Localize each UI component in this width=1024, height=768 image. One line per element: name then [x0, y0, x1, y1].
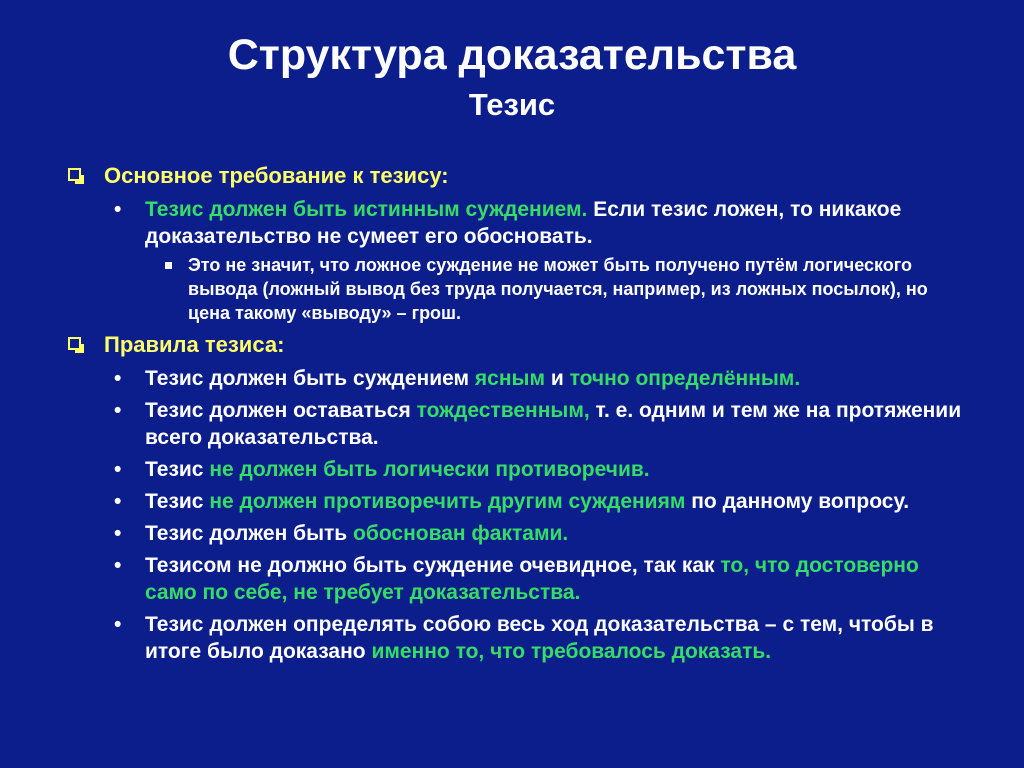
bullet-icon: •	[114, 399, 122, 422]
list-item	[68, 552, 968, 606]
section-heading-rules	[68, 331, 968, 359]
sub-list	[145, 253, 968, 325]
list-item	[68, 456, 968, 483]
item-text: по данному вопросу.	[685, 490, 910, 513]
section-heading-text: Правила тезиса:	[104, 332, 285, 357]
item-text: Тезис должен быть	[145, 522, 354, 545]
list-item	[68, 488, 968, 515]
item-text-green: не должен быть логически противоречив.	[209, 458, 650, 481]
item-text: Если тезис ложен, то никакое доказательство не сумеет его обосновать.	[145, 198, 902, 248]
item-text-green: именно то, что требовалось доказать.	[371, 640, 772, 663]
item-text-green: тождественным,	[416, 399, 590, 422]
list-item	[68, 365, 968, 392]
item-text-green: то, что достоверно само по себе, не требует доказательства.	[145, 554, 919, 604]
item-text: и	[545, 367, 570, 390]
item-text-green: ясным	[474, 367, 546, 390]
title-block	[0, 30, 1024, 127]
item-text-green: точно определённым.	[569, 367, 801, 390]
bullet-icon: •	[114, 613, 122, 636]
item-text: Тезисом не должно быть суждение очевидное, так как	[145, 554, 721, 577]
checkbox-bullet-icon	[68, 168, 81, 181]
item-text: Тезис должен быть суждением	[145, 367, 475, 390]
item-text: т. е. одним и тем же на протяжении всего доказательства.	[145, 399, 962, 449]
list-item	[68, 611, 968, 665]
bullet-icon: •	[114, 490, 122, 513]
list-item	[68, 397, 968, 451]
item-text: Тезис должен определять собою весь ход доказательства – с тем, чтобы в итоге было доказано	[145, 613, 934, 663]
slide-subtitle: Тезис	[468, 87, 556, 122]
section-heading-text: Основное требование к тезису:	[104, 163, 449, 188]
square-bullet-icon	[165, 262, 172, 269]
slide-content	[68, 162, 968, 671]
main-requirement-list	[68, 196, 968, 325]
bullet-icon: •	[114, 458, 122, 481]
sub-list-item	[145, 253, 968, 325]
list-item	[68, 196, 968, 325]
list-item	[68, 520, 968, 547]
item-text-green: обоснован фактами.	[353, 522, 569, 545]
sub-item-text: Это не значит, что ложное суждение не может быть получено путём логического вывода (ложный вывод без труда получается, например, из ложных посылок), но цена такому «выводу» – грош.	[188, 255, 928, 323]
item-text: Тезис	[145, 490, 210, 513]
item-text: Тезис должен оставаться	[145, 399, 417, 422]
rules-list	[68, 365, 968, 665]
slide-title: Структура доказательства	[227, 31, 797, 79]
section-heading-main-requirement	[68, 162, 968, 190]
checkbox-bullet-icon	[68, 337, 81, 350]
item-text-green: Тезис должен быть истинным суждением.	[145, 198, 588, 221]
bullet-icon: •	[114, 367, 122, 390]
bullet-icon: •	[114, 198, 122, 221]
bullet-icon: •	[114, 554, 122, 577]
bullet-icon: •	[114, 522, 122, 545]
item-text-green: не должен противоречить другим суждениям	[209, 490, 686, 513]
item-text: Тезис	[145, 458, 210, 481]
